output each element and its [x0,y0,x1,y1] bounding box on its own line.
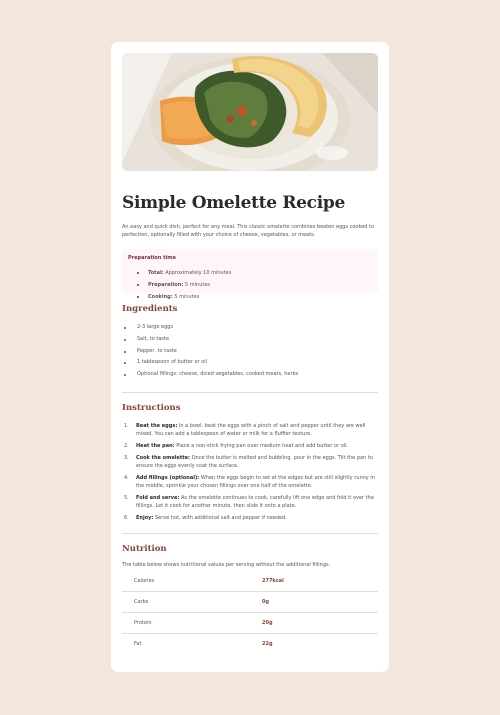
step-text: Serve hot, with additional salt and pepper if needed. [154,514,287,521]
step-number: 2. [124,442,129,449]
ingredient-item: Pepper, to taste [122,346,378,358]
nutrient-label: Protein [122,612,262,633]
prep-label: Total: [148,270,164,276]
table-row [122,612,378,633]
step-number: 6. [124,514,129,521]
nutrition-heading: Nutrition [122,543,167,554]
step-head: Enjoy: [136,514,154,521]
instruction-step [122,422,378,438]
instruction-step [122,442,378,450]
prep-item [128,267,372,279]
nutrient-value: 22g [262,640,273,647]
instructions-heading: Instructions [122,402,181,413]
step-text: When the eggs begin to set at the edges but are still slightly runny in the middle, sprinkle your chosen fillings over one half of the omelette. [136,474,375,489]
ingredients-section [122,304,378,381]
step-text: Once the butter is melted and bubbling, pour in the eggs. Tilt the pan to ensure the eggs evenly coat the surface. [136,454,373,469]
nutrition-section [122,544,378,654]
prep-label: Preparation: [148,282,184,288]
step-head: Fold and serve: [136,494,180,501]
instruction-step [122,494,378,510]
step-head: Add fillings (optional): [136,474,200,481]
instruction-step [122,474,378,490]
table-row [122,571,378,592]
nutrition-table [122,571,378,654]
nutrient-value: 0g [262,591,378,612]
instructions-section [122,403,378,522]
omelette-photo [122,53,378,171]
step-number: 5. [124,494,129,501]
ingredient-item: Optional fillings: cheese, diced vegetables, cooked meats, herbs [122,369,378,381]
step-head: Cook the omelette: [136,454,190,461]
omelette-illustration [122,53,378,171]
prep-label: Cooking: [148,294,173,300]
table-row [122,591,378,612]
nutrient-value: 20g [262,612,378,633]
nutrition-description: The table below shows nutritional values per serving without the additional fillings. [122,561,331,568]
ingredient-item: 2-3 large eggs [122,322,378,334]
table-row [122,633,378,654]
prep-value: 5 minutes [185,282,211,288]
instruction-step [122,454,378,470]
recipe-card [111,42,389,672]
preparation-time-box [122,249,378,300]
ingredient-item: Salt, to taste [122,334,378,346]
step-head: Heat the pan: [136,442,175,449]
prep-item [128,279,372,291]
prep-title: Preparation time [128,255,176,261]
ingredient-item: 1 tablespoon of butter or oil [122,357,378,369]
divider [122,533,378,534]
prep-value: 5 minutes [174,294,200,300]
nutrient-label: Calories [122,571,262,592]
divider [122,392,378,393]
step-text: In a bowl, beat the eggs with a pinch of salt and pepper until they are well mixed. You can add a tablespoon of water or milk for a fluffier texture. [136,422,366,437]
instruction-step [122,514,378,522]
step-number: 4. [124,474,129,481]
page-title: Simple Omelette Recipe [122,193,345,213]
nutrient-value: 277kcal [262,571,378,592]
step-head: Beat the eggs: [136,422,178,429]
nutrient-label: Fat [134,640,142,647]
step-text: Place a non-stick frying pan over medium heat and add butter or oil. [176,442,349,449]
step-number: 3. [124,454,129,461]
ingredients-heading: Ingredients [122,304,178,314]
step-text: As the omelette continues to cook, carefully lift one edge and fold it over the fillings. Let it cook for another minute, then slide it onto a plate. [136,494,374,509]
recipe-intro: An easy and quick dish, perfect for any meal. This classic omelette combines beaten eggs cooked to perfection, optionally filled with your choice of cheese, vegetables, or meats. [122,224,375,238]
step-number: 1. [124,422,129,429]
prep-value: Approximately 10 minutes [165,270,232,276]
prep-item [128,291,372,303]
nutrient-label: Carbs [122,591,262,612]
